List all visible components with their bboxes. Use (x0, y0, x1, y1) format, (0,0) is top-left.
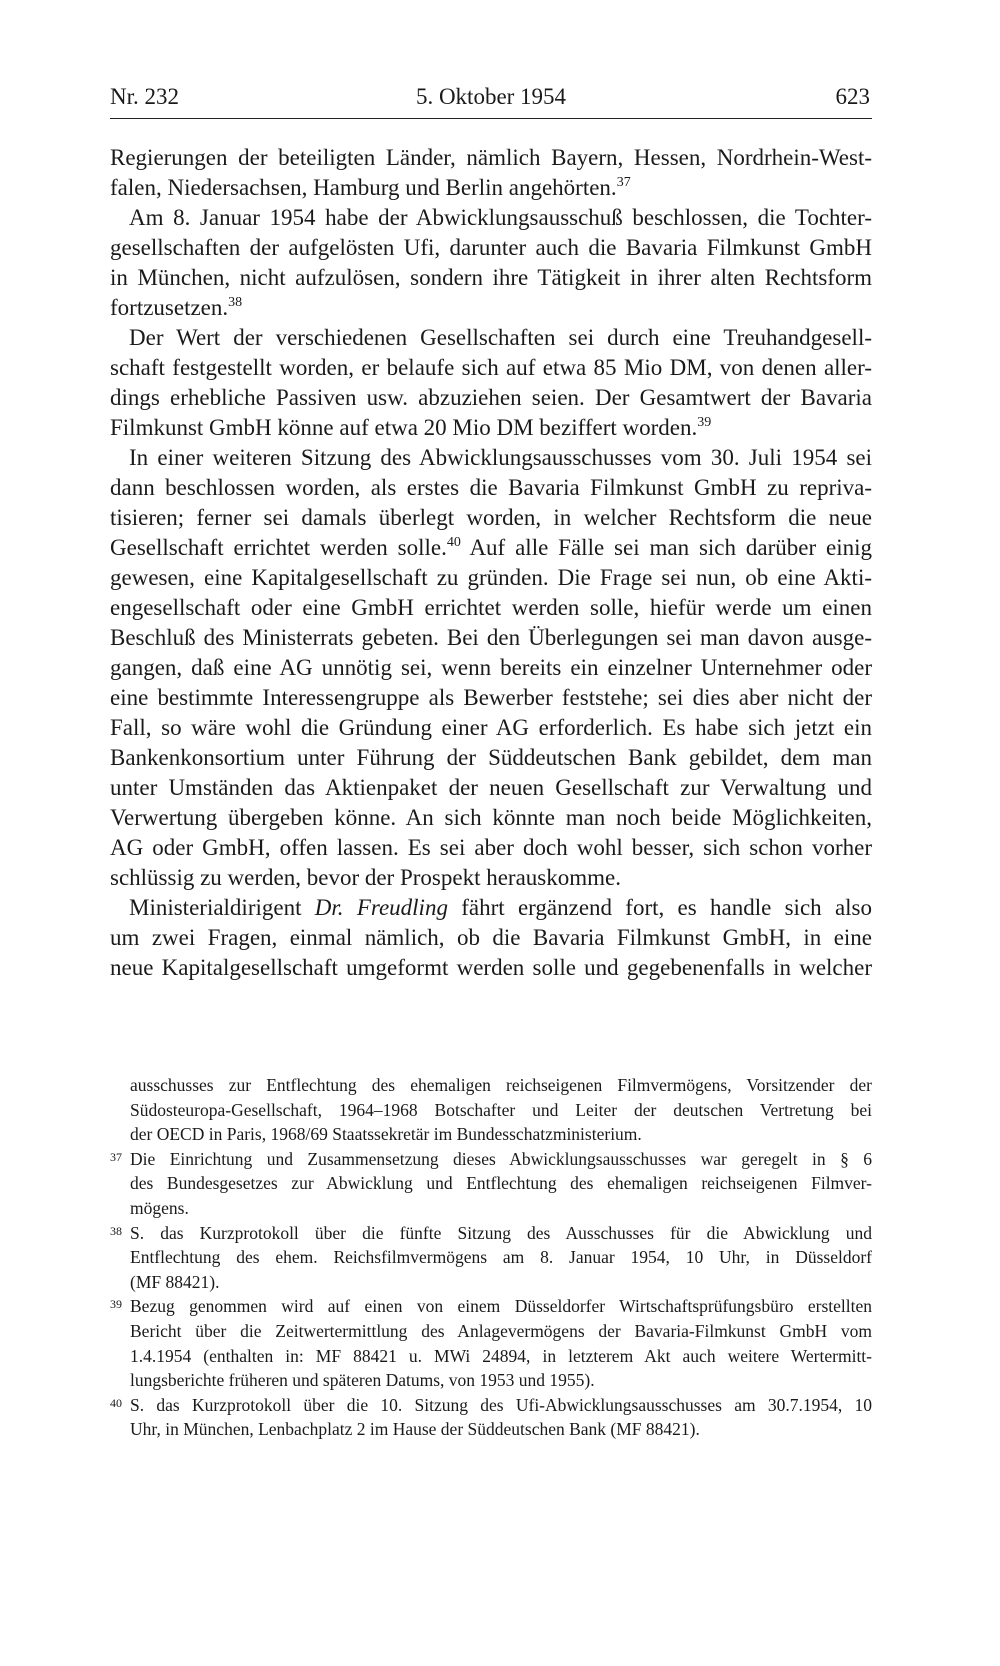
line-text: dings erhebliche Passiven usw. abzuziehen seien. Der Gesamtwert der Bavaria (110, 385, 872, 410)
body-line (110, 625, 872, 651)
body-line (110, 475, 872, 501)
document-number: Nr. 232 (110, 84, 179, 109)
line-text: schaft festgestellt worden, er belaufe sich auf etwa 85 Mio DM, von denen aller- (110, 355, 872, 380)
footnote-line: (MF 88421). (130, 1271, 220, 1292)
body-line (110, 715, 872, 741)
footnote-line: S. das Kurzprotokoll über die 10. Sitzung des Ufi-Abwicklungsausschusses am 30.7.1954, 10 (130, 1394, 872, 1415)
line-text: Ministerialdirigent (129, 895, 315, 920)
body-line (110, 235, 872, 261)
body-line (110, 955, 872, 981)
line-text: dann beschlossen worden, als erstes die Bavaria Filmkunst GmbH zu repriva- (110, 475, 872, 500)
body-line (110, 415, 872, 441)
body-line (110, 535, 872, 561)
line-text: gangen, daß eine AG unnötig sei, wenn bereits ein einzelner Unternehmer oder (110, 655, 872, 680)
body-line (129, 325, 872, 351)
footnote-line: Uhr, in München, Lenbachplatz 2 im Hause der Süddeutschen Bank (MF 88421). (130, 1419, 700, 1440)
line-text: Am 8. Januar 1954 habe der Abwicklungsausschuß beschlossen, die Tochter- (129, 205, 872, 230)
line-text: um zwei Fragen, einmal nämlich, ob die Bavaria Filmkunst GmbH, in eine (110, 925, 872, 950)
body-line (110, 775, 872, 801)
line-text: Gesellschaft errichtet werden solle. (110, 535, 447, 560)
footnote-line: mögens. (130, 1198, 189, 1218)
footnote-continuation-line: der OECD in Paris, 1968/69 Staatssekretär im Bundesschatzministerium. (130, 1124, 642, 1145)
body-line (110, 145, 872, 171)
line-text: fährt ergänzend fort, es handle sich also (447, 895, 872, 920)
line-text: gewesen, eine Kapitalgesellschaft zu gründen. Die Frage sei nun, ob eine Akti- (110, 565, 872, 590)
footnote-line: des Bundesgesetzes zur Abwicklung und Entflechtung des ehemaligen reichseigenen Filmver- (130, 1173, 872, 1194)
footnote-line: Entflechtung des ehem. Reichsfilmvermögens am 8. Januar 1954, 10 Uhr, in Düsseldorf (130, 1247, 872, 1268)
footnote-number: 37 (110, 1149, 122, 1164)
body-line (110, 805, 872, 831)
footnote-number: 39 (110, 1297, 122, 1312)
line-text: Verwertung übergeben könne. An sich könnte man noch beide Möglichkeiten, (110, 805, 872, 830)
body-line (110, 835, 872, 861)
line-text: Beschluß des Ministerrats gebeten. Bei den Überlegungen sei man davon ausge- (110, 625, 872, 650)
line-text: tisieren; ferner sei damals überlegt worden, in welcher Rechtsform die neue (110, 505, 872, 530)
running-header (110, 84, 872, 119)
footnote-continuation-line: Südosteuropa-Gesellschaft, 1964–1968 Botschafter und Leiter der deutschen Vertretung bei (130, 1099, 872, 1120)
footnote-line: 1.4.1954 (enthalten in: MF 88421 u. MWi 24894, in letzterem Akt auch weitere Wertermitt- (130, 1345, 872, 1366)
line-text: neue Kapitalgesellschaft umgeformt werden solle und gegebenenfalls in welcher (110, 955, 872, 980)
body-line (110, 265, 872, 291)
line-text: Auf alle Fälle sei man sich darüber einig (460, 535, 873, 560)
body-line (129, 895, 872, 921)
body-line (110, 925, 872, 951)
body-line (110, 355, 872, 381)
footnote-reference[interactable]: 40 (446, 535, 461, 550)
footnote-line: Bericht über die Zeitwertermittlung des Anlagevermögens der Bavaria-Filmkunst GmbH vom (130, 1321, 872, 1341)
line-text: unter Umständen das Aktienpaket der neuen Gesellschaft zur Verwaltung und (110, 775, 872, 800)
footnote-line: Bezug genommen wird auf einen von einem Düsseldorfer Wirtschaftsprüfungsbüro erstellten (130, 1296, 872, 1317)
header-date: 5. Oktober 1954 (415, 84, 567, 109)
page-number: 623 (835, 84, 870, 109)
body-line (110, 865, 872, 891)
line-text: AG oder GmbH, offen lassen. Es sei aber doch wohl besser, sich schon vorher (110, 835, 872, 860)
line-text: falen, Niedersachsen, Hamburg und Berlin angehörten. (110, 175, 617, 200)
line-text: gesellschaften der aufgelösten Ufi, darunter auch die Bavaria Filmkunst GmbH (110, 235, 872, 260)
body-line (110, 385, 872, 411)
body-line (110, 745, 872, 771)
body-line (110, 295, 872, 321)
body-line (110, 565, 872, 591)
line-text: Bankenkonsortium unter Führung der Süddeutschen Bank gebildet, dem man (110, 745, 872, 770)
footnote-number: 38 (110, 1223, 122, 1238)
body-line (110, 595, 872, 621)
footnote-reference[interactable]: 37 (616, 175, 631, 190)
line-text: schlüssig zu werden, bevor der Prospekt herauskomme. (110, 865, 621, 890)
footnote-line: S. das Kurzprotokoll über die fünfte Sitzung des Ausschusses für die Abwicklung und (130, 1222, 872, 1243)
line-text: In einer weiteren Sitzung des Abwicklungsausschusses vom 30. Juli 1954 sei (129, 445, 872, 470)
line-text: in München, nicht aufzulösen, sondern ihre Tätigkeit in ihrer alten Rechtsform (110, 265, 872, 290)
footnote-reference[interactable]: 38 (228, 295, 243, 310)
body-line (110, 505, 872, 531)
line-text: Fall, so wäre wohl die Gründung einer AG erforderlich. Es habe sich jetzt ein (110, 715, 872, 740)
line-text: eine bestimmte Interessengruppe als Bewerber feststehe; sei dies aber nicht der (110, 685, 872, 710)
line-text: Filmkunst GmbH könne auf etwa 20 Mio DM beziffert worden. (110, 415, 698, 440)
footnote-line: Die Einrichtung und Zusammensetzung dieses Abwicklungsausschusses war geregelt in § 6 (130, 1148, 872, 1169)
footnote-number: 40 (110, 1395, 122, 1410)
footnote-reference[interactable]: 39 (697, 415, 712, 430)
body-line (110, 655, 872, 681)
line-text: engesellschaft oder eine GmbH errichtet werden solle, hiefür werde um einen (110, 595, 872, 620)
body-line (110, 175, 872, 201)
line-text: Regierungen der beteiligten Länder, nämlich Bayern, Hessen, Nordrhein-West- (110, 145, 872, 170)
person-name: Dr. Freudling (314, 895, 448, 920)
body-line (129, 205, 872, 231)
line-text: fortzusetzen. (110, 295, 229, 320)
body-line (129, 445, 872, 471)
footnote-continuation-line: ausschusses zur Entflechtung des ehemaligen reichseigenen Filmvermögens, Vorsitzender der (130, 1075, 872, 1095)
body-line (110, 685, 872, 711)
footnote-line: lungsberichte früheren und späteren Datums, von 1953 und 1955). (130, 1370, 595, 1391)
line-text: Der Wert der verschiedenen Gesellschaften sei durch eine Treuhandgesell- (129, 325, 872, 350)
